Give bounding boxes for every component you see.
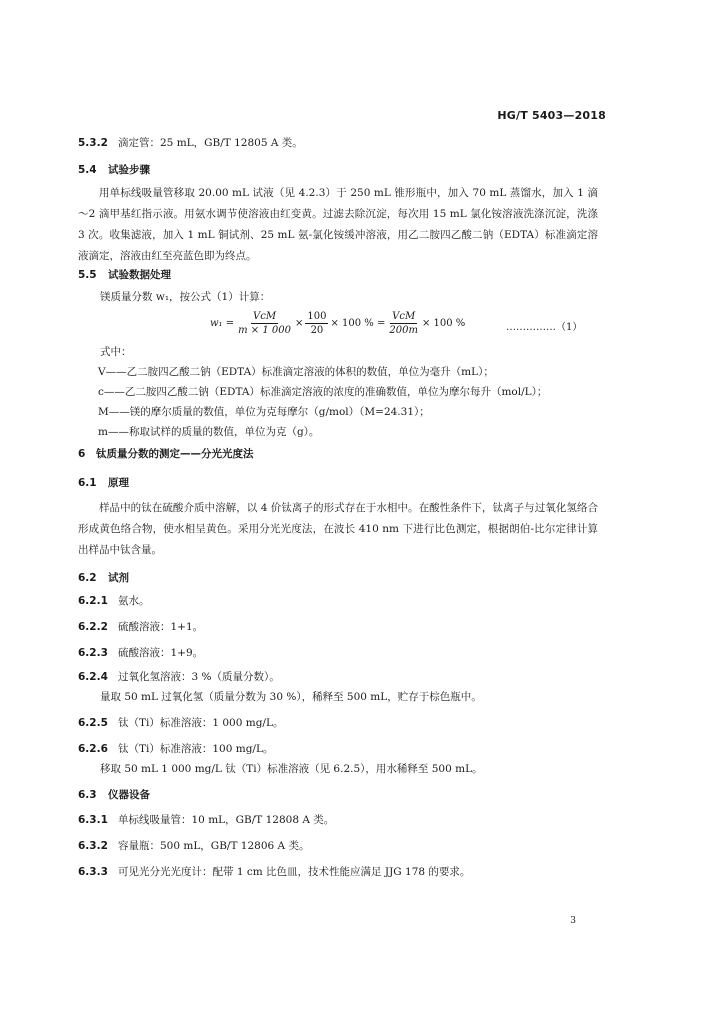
heading-title: 原理 — [108, 477, 129, 489]
variable-definition: m——称取试样的质量的数值，单位为克（g）。 — [98, 426, 320, 438]
heading-6-3 — [78, 785, 598, 805]
heading-6-1 — [78, 473, 598, 493]
clause-number: 6.2.4 — [78, 671, 108, 683]
heading-5-5 — [78, 265, 598, 285]
where-label: 式中： — [100, 346, 132, 358]
heading-number: 6.2 — [78, 572, 97, 584]
heading-title: 试验步骤 — [108, 164, 150, 176]
heading-title: 试验数据处理 — [108, 269, 171, 281]
clause-text: 钛（Ti）标准溶液：1 000 mg/L。 — [118, 717, 284, 729]
clause-text: 钛（Ti）标准溶液：100 mg/L。 — [118, 743, 274, 755]
fraction-denominator: m × 1 000 — [238, 325, 291, 336]
formula-fraction-2 — [305, 310, 328, 337]
standard-number: HG/T 5403—2018 — [497, 109, 606, 122]
clause-6-2-2 — [78, 617, 598, 637]
heading-title: 仪器设备 — [108, 789, 150, 801]
fraction-numerator: VcM — [392, 311, 416, 322]
paragraph-5-4: 用单标线吸量管移取 20.00 mL 试液（见 4.2.3）于 250 mL 锥形瓶中，加入 70 mL 蒸馏水，加入 1 滴～2 滴甲基红指示液。用氨水调节使溶液由红变黄。过滤去除沉淀，每次用 15 mL 氯化铵溶液洗涤沉淀，洗涤 3 次。收集滤液，加入 1 mL 铜试剂、25 mL 氨-氯化铵缓冲溶液，用乙二胺四乙酸二钠（EDTA）标准滴定溶液滴定，溶液由红至亮蓝色即为终点。 — [78, 187, 598, 262]
formula-tail: × 100 % — [421, 318, 466, 329]
clause-text: 硫酸溶液：1+1。 — [118, 621, 204, 633]
clause-text: 容量瓶：500 mL，GB/T 12806 A 类。 — [118, 840, 310, 852]
heading-6 — [78, 444, 598, 464]
formula-fraction-1 — [236, 310, 293, 337]
variable-definition: c——乙二胺四乙酸二钠（EDTA）标准滴定溶液的浓度的准确数值，单位为摩尔每升（mol/L）； — [98, 386, 548, 398]
variable-definition: V——乙二胺四乙酸二钠（EDTA）标准滴定溶液的体积的数值，单位为毫升（mL）； — [98, 366, 494, 378]
heading-title: 试剂 — [108, 572, 129, 584]
clause-5-3-2 — [78, 133, 598, 153]
clause-text: 硫酸溶液：1+9。 — [118, 647, 204, 659]
clause-text: 过氧化氢溶液：3 %（质量分数）。 — [118, 671, 280, 683]
heading-title: 钛质量分数的测定——分光光度法 — [96, 448, 254, 460]
heading-number: 6 — [78, 448, 86, 460]
heading-number: 6.3 — [78, 789, 97, 801]
heading-number: 5.5 — [78, 269, 97, 281]
clause-text: 可见光分光光度计：配带 1 cm 比色皿，技术性能应满足 JJG 178 的要求。 — [118, 866, 471, 878]
clause-6-2-6 — [78, 739, 598, 759]
clause-6-3-3 — [78, 862, 598, 882]
clause-number: 5.3.2 — [78, 137, 108, 149]
clause-6-2-4 — [78, 667, 598, 687]
formula-lhs: w₁ = — [210, 318, 235, 329]
clause-number: 6.2.1 — [78, 595, 108, 607]
clause-number: 6.2.5 — [78, 717, 108, 729]
clause-number: 6.3.3 — [78, 866, 108, 878]
clause-6-2-6-detail: 移取 50 mL 1 000 mg/L 钛（Ti）标准溶液（见 6.2.5），用水稀释至 500 mL。 — [100, 763, 483, 775]
formula-1: w₁ = $\frac{\text{VcM}}{m \times 1 000}$ × $\frac{100}{20}$ × 100 % = $\frac{\text{VcM}}{200m}$ × 100 % — [210, 311, 466, 336]
clause-text: 氨水。 — [118, 595, 150, 607]
heading-number: 6.1 — [78, 477, 97, 489]
clause-6-3-2 — [78, 836, 598, 856]
clause-6-2-1 — [78, 591, 598, 611]
fraction-denominator: 20 — [310, 325, 324, 336]
clause-text: 滴定管：25 mL，GB/T 12805 A 类。 — [118, 137, 303, 149]
equation-number: ……………（1） — [506, 322, 583, 333]
fraction-numerator: 100 — [307, 311, 327, 322]
clause-number: 6.3.2 — [78, 840, 108, 852]
clause-6-2-4-detail: 量取 50 mL 过氧化氢（质量分数为 30 %），稀释至 500 mL，贮存于棕色瓶中。 — [100, 691, 482, 703]
clause-text: 单标线吸量管：10 mL，GB/T 12808 A 类。 — [118, 814, 335, 826]
clause-number: 6.2.2 — [78, 621, 108, 633]
variable-list — [98, 362, 618, 442]
fraction-numerator: VcM — [253, 311, 277, 322]
paragraph-6-1: 样品中的钛在硫酸介质中溶解，以 4 价钛离子的形式存在于水相中。在酸性条件下，钛离子与过氧化氢络合形成黄色络合物，使水相呈黄色。采用分光光度法，在波长 410 nm 下进行比色测定，根据朗伯-比尔定律计算出样品中钛含量。 — [78, 502, 598, 556]
clause-number: 6.3.1 — [78, 814, 108, 826]
clause-number: 6.2.3 — [78, 647, 108, 659]
heading-5-4 — [78, 160, 598, 180]
clause-6-2-3 — [78, 643, 598, 663]
formula-middle: × 100 % = — [330, 318, 386, 329]
clause-6-3-1 — [78, 810, 598, 830]
heading-6-2 — [78, 568, 598, 588]
clause-number: 6.2.6 — [78, 743, 108, 755]
heading-number: 5.4 — [78, 164, 97, 176]
variable-definition: M——镁的摩尔质量的数值，单位为克每摩尔（g/mol）（M=24.31）； — [98, 406, 430, 418]
fraction-denominator: 200m — [389, 325, 418, 336]
formula-fraction-3 — [387, 310, 420, 337]
page-number: 3 — [570, 916, 576, 926]
clause-6-2-5 — [78, 713, 598, 733]
formula-intro: 镁质量分数 w₁，按公式（1）计算： — [100, 291, 271, 303]
